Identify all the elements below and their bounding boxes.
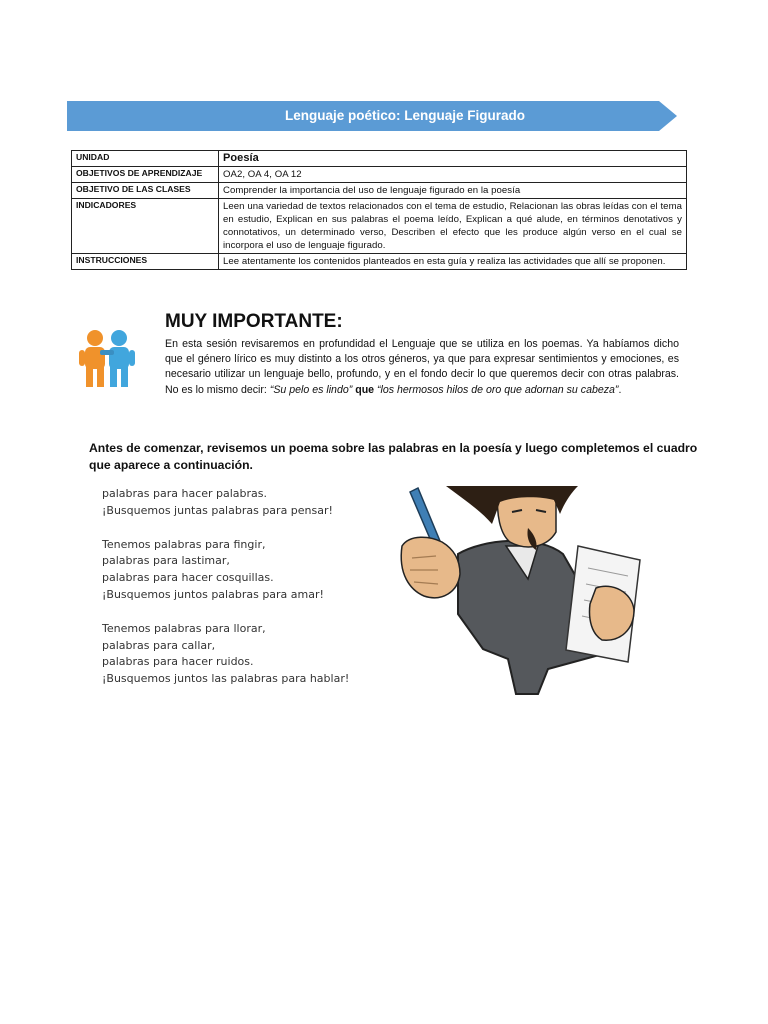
table-row: [72, 199, 687, 254]
row-label: OBJETIVO DE LAS CLASES: [72, 183, 219, 199]
table-row: [72, 254, 687, 270]
poem-line: ¡Busquemos juntos las palabras para hablar!: [102, 672, 350, 686]
row-value: Leen una variedad de textos relacionados con el tema de estudio, Relacionan las obras leídas con el tema en estudio, Explican en sus palabras el poema leído, Explican a qué alude, en términos denotativos y connotativos, un determinado verso, Describen el efecto que les produce algún verso en el cual se incorpora el uso de lenguaje figurado.: [219, 199, 687, 254]
poem-line: palabras para hacer ruidos.: [102, 655, 254, 669]
poem-line: palabras para lastimar,: [102, 554, 230, 568]
poem-line: palabras para hacer palabras.: [102, 487, 268, 500]
people-icon: [78, 328, 136, 388]
row-label: OBJETIVOS DE APRENDIZAJE: [72, 167, 219, 183]
row-label: INDICADORES: [72, 199, 219, 254]
intro-text: Antes de comenzar, revisemos un poema sobre las palabras en la poesía y luego completemos el cuadro que aparece a continuación.: [89, 441, 698, 472]
row-value: Lee atentamente los contenidos planteados en esta guía y realiza las actividades que allí se proponen.: [219, 254, 687, 270]
table-row: [72, 183, 687, 199]
poem-line: Tenemos palabras para fingir,: [102, 537, 266, 551]
banner-title: Lenguaje poético: Lenguaje Figurado: [284, 108, 525, 123]
quote-two: “los hermosos hilos de oro que adornan su cabeza”: [377, 383, 619, 396]
quote-end: .: [618, 383, 622, 396]
poem-line: palabras para callar,: [102, 638, 216, 652]
row-value: Poesía: [219, 151, 687, 167]
section-banner: [67, 101, 677, 131]
info-table: [71, 150, 687, 270]
row-label: UNIDAD: [72, 151, 219, 167]
poem-line: ¡Busquemos juntas palabras para pensar!: [102, 503, 333, 517]
table-row: [72, 167, 687, 183]
poem-line: palabras para hacer cosquillas.: [102, 571, 274, 585]
poem: [102, 486, 349, 688]
poet-writing-illustration: [388, 484, 650, 696]
important-body: [165, 337, 679, 398]
poem-line: ¡Busquemos juntos palabras para amar!: [102, 587, 324, 601]
important-title: MUY IMPORTANTE:: [165, 311, 343, 332]
row-value: OA2, OA 4, OA 12: [219, 167, 687, 183]
quote-connector: que: [355, 383, 375, 396]
quote-one: “Su pelo es lindo”: [269, 383, 353, 396]
row-label: INSTRUCCIONES: [72, 254, 219, 270]
row-value: Comprender la importancia del uso de lenguaje figurado en la poesía: [219, 183, 687, 199]
poem-line: Tenemos palabras para llorar,: [102, 621, 266, 635]
table-row: [72, 151, 687, 167]
important-text: En esta sesión revisaremos en profundidad el Lenguaje que se utiliza en los poemas. Ya habíamos dicho que el género lírico es muy distinto a los otros géneros, ya que para expresar sentimientos y emociones, es necesario utilizar un lenguaje bello, profundo, y en el fondo decir lo que queremos decir con otras palabras. No es lo mismo decir:: [165, 338, 679, 396]
